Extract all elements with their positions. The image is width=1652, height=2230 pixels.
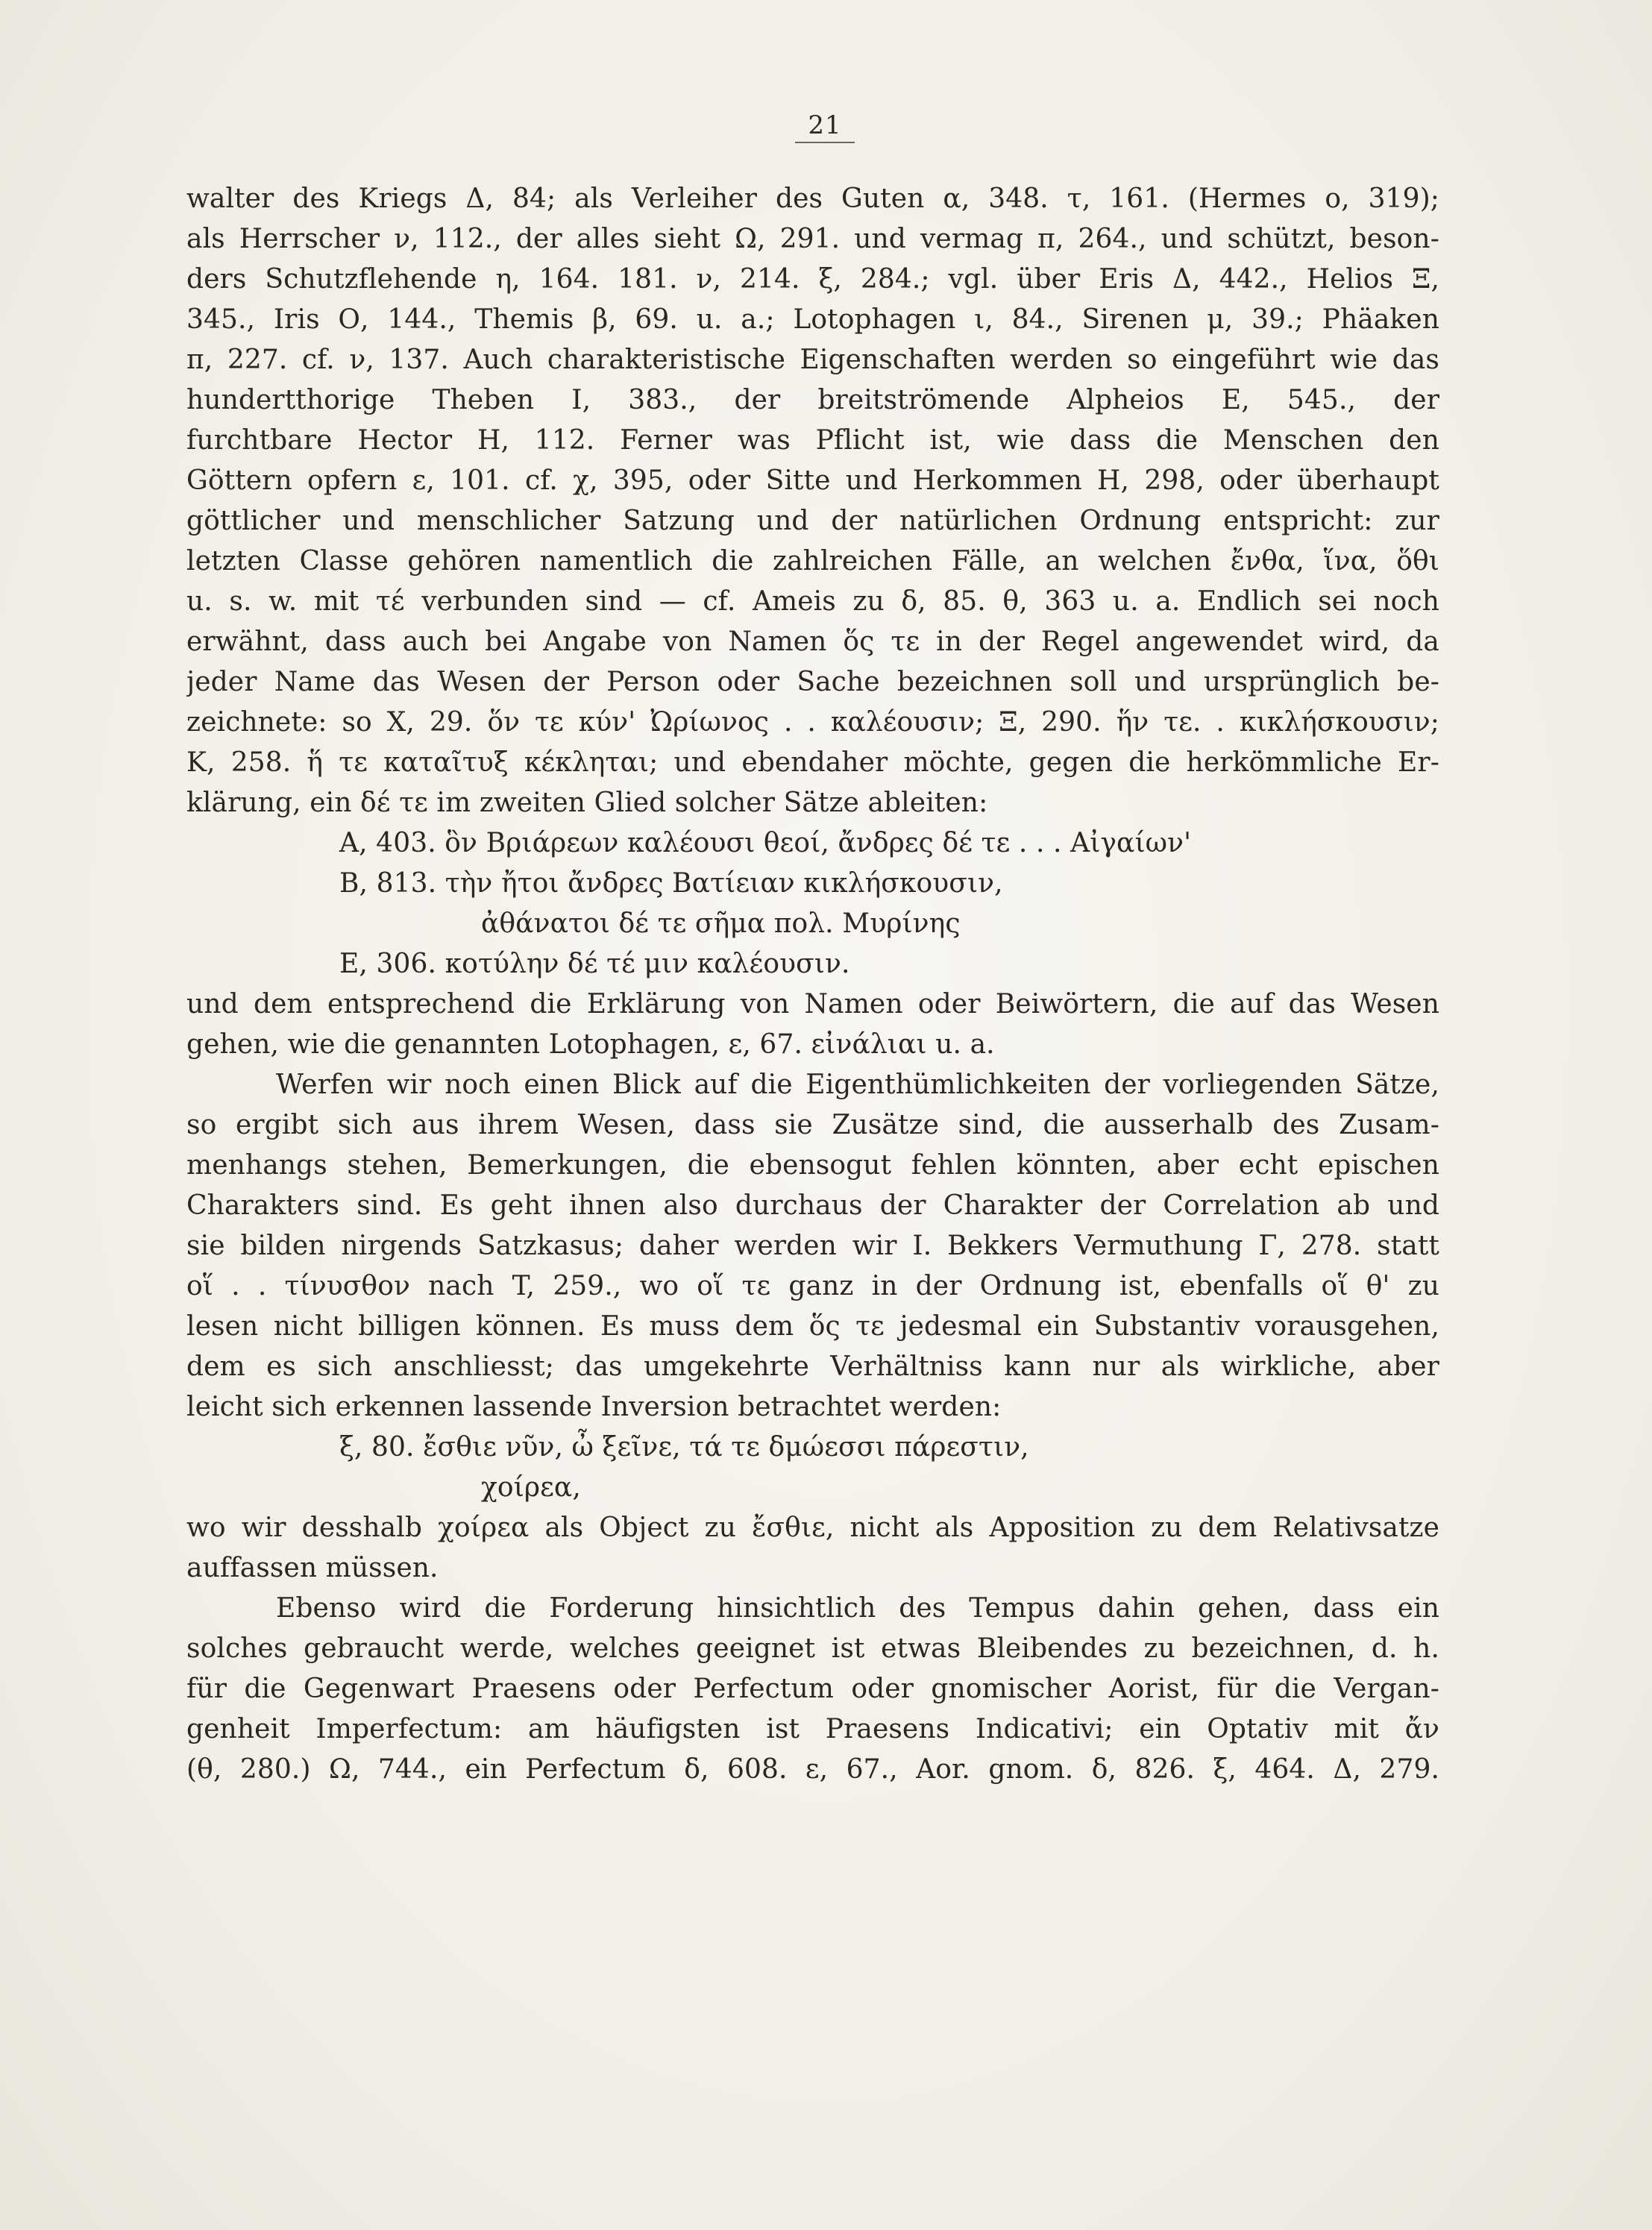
text-line: menhangs stehen, Bemerkungen, die ebensogut fehlen könnten, aber echt epischen: [186, 1150, 1439, 1181]
text-line: gehen, wie die genannten Lotophagen, ε, 67. εἰνάλιαι u. a.: [186, 1029, 995, 1060]
text-line: auffassen müssen.: [186, 1553, 439, 1583]
text-line: erwähnt, dass auch bei Angabe von Namen ὅς τε in der Regel angewendet wird, da: [186, 626, 1439, 657]
text-line: 345., Iris Ο, 144., Themis β, 69. u. a.; Lotophagen ι, 84., Sirenen μ, 39.; Phäaken: [186, 304, 1439, 335]
text-line: dem es sich anschliesst; das umgekehrte Verhältniss kann nur als wirkliche, aber: [186, 1351, 1439, 1382]
quote-line: Α, 403. ὃν Βριάρεων καλέουσι θεοί, ἄνδρες δέ τε . . . Αἰγαίων': [339, 828, 1192, 858]
text-line: so ergibt sich aus ihrem Wesen, dass sie Zusätze sind, die ausserhalb des Zusam-: [186, 1110, 1439, 1140]
text-line: letzten Classe gehören namentlich die zahlreichen Fälle, an welchen ἔνθα, ἵνα, ὅθι: [186, 546, 1439, 577]
text-line: Göttern opfern ε, 101. cf. χ, 395, oder Sitte und Herkommen H, 298, oder überhaupt: [186, 465, 1439, 496]
page-number: 21: [795, 110, 855, 143]
text-line: und dem entsprechend die Erklärung von Namen oder Beiwörtern, die auf das Wesen: [186, 989, 1439, 1020]
text-line: leicht sich erkennen lassende Inversion betrachtet werden:: [186, 1392, 1002, 1422]
text-line: hundertthorige Theben I, 383., der breitströmende Alpheios E, 545., der: [186, 385, 1439, 415]
body-text: [186, 179, 1439, 1790]
paragraph-start-line: Werfen wir noch einen Blick auf die Eigenthümlichkeiten der vorliegenden Sätze,: [276, 1070, 1439, 1100]
quote-line: B, 813. τὴν ἤτοι ἄνδρες Βατίειαν κικλήσκουσιν,: [339, 868, 1003, 899]
text-line: jeder Name das Wesen der Person oder Sache bezeichnen soll und ursprünglich be-: [186, 667, 1439, 697]
text-line: furchtbare Hector H, 112. Ferner was Pflicht ist, wie dass die Menschen den: [186, 425, 1439, 456]
text-line: als Herrscher ν, 112., der alles sieht Ω, 291. und vermag π, 264., und schützt, beson-: [186, 224, 1439, 254]
text-line: solches gebraucht werde, welches geeignet ist etwas Bleibendes zu bezeichnen, d. h.: [186, 1633, 1439, 1664]
quote-line: χοίρεα,: [481, 1472, 581, 1503]
paragraph-start-line: Ebenso wird die Forderung hinsichtlich des Tempus dahin gehen, dass ein: [276, 1593, 1439, 1624]
text-line: π, 227. cf. ν, 137. Auch charakteristische Eigenschaften werden so eingeführt wie das: [186, 345, 1439, 375]
text-line: zeichnete: so X, 29. ὅν τε κύν' Ὠρίωνος . . καλέουσιν; Ξ, 290. ἥν τε. . κικλήσκουσιν;: [186, 707, 1439, 738]
text-line: lesen nicht billigen können. Es muss dem ὅς τε jedesmal ein Substantiv vorausgehen,: [186, 1311, 1439, 1342]
text-line: walter des Kriegs Δ, 84; als Verleiher des Guten α, 348. τ, 161. (Hermes ο, 319);: [186, 183, 1439, 214]
text-line: u. s. w. mit τέ verbunden sind — cf. Ameis zu δ, 85. θ, 363 u. a. Endlich sei noch: [186, 586, 1439, 617]
text-line: K, 258. ἥ τε καταῖτυξ κέκληται; und ebendaher möchte, gegen die herkömmliche Er-: [186, 747, 1439, 778]
text-line: wo wir desshalb χοίρεα als Object zu ἔσθιε, nicht als Apposition zu dem Relativsatze: [186, 1513, 1439, 1543]
quote-line: ξ, 80. ἔσθιε νῦν, ὦ ξεῖνε, τά τε δμώεσσι πάρεστιν,: [339, 1432, 1029, 1463]
text-line: Charakters sind. Es geht ihnen also durchaus der Charakter der Correlation ab und: [186, 1190, 1439, 1221]
text-line: klärung, ein δέ τε im zweiten Glied solcher Sätze ableiten:: [186, 788, 988, 818]
text-line: οἵ . . τίνυσθον nach T, 259., wo οἵ τε ganz in der Ordnung ist, ebenfalls οἵ θ' zu: [186, 1271, 1439, 1301]
text-line: (θ, 280.) Ω, 744., ein Perfectum δ, 608. ε, 67., Aor. gnom. δ, 826. ξ, 464. Δ, 279.: [186, 1754, 1439, 1785]
text-line: für die Gegenwart Praesens oder Perfectum oder gnomischer Aorist, für die Vergan-: [186, 1674, 1439, 1704]
quote-line: E, 306. κοτύλην δέ τέ μιν καλέουσιν.: [339, 949, 850, 979]
text-line: sie bilden nirgends Satzkasus; daher werden wir I. Bekkers Vermuthung Γ, 278. statt: [186, 1231, 1439, 1261]
text-line: göttlicher und menschlicher Satzung und der natürlichen Ordnung entspricht: zur: [186, 506, 1439, 536]
quote-line: ἀθάνατοι δέ τε σῆμα πολ. Μυρίνης: [481, 908, 961, 939]
text-line: genheit Imperfectum: am häufigsten ist Praesens Indicativi; ein Optativ mit ἄν: [186, 1714, 1439, 1744]
text-line: ders Schutzflehende η, 164. 181. ν, 214. ξ, 284.; vgl. über Eris Δ, 442., Helios Ξ,: [186, 264, 1439, 295]
